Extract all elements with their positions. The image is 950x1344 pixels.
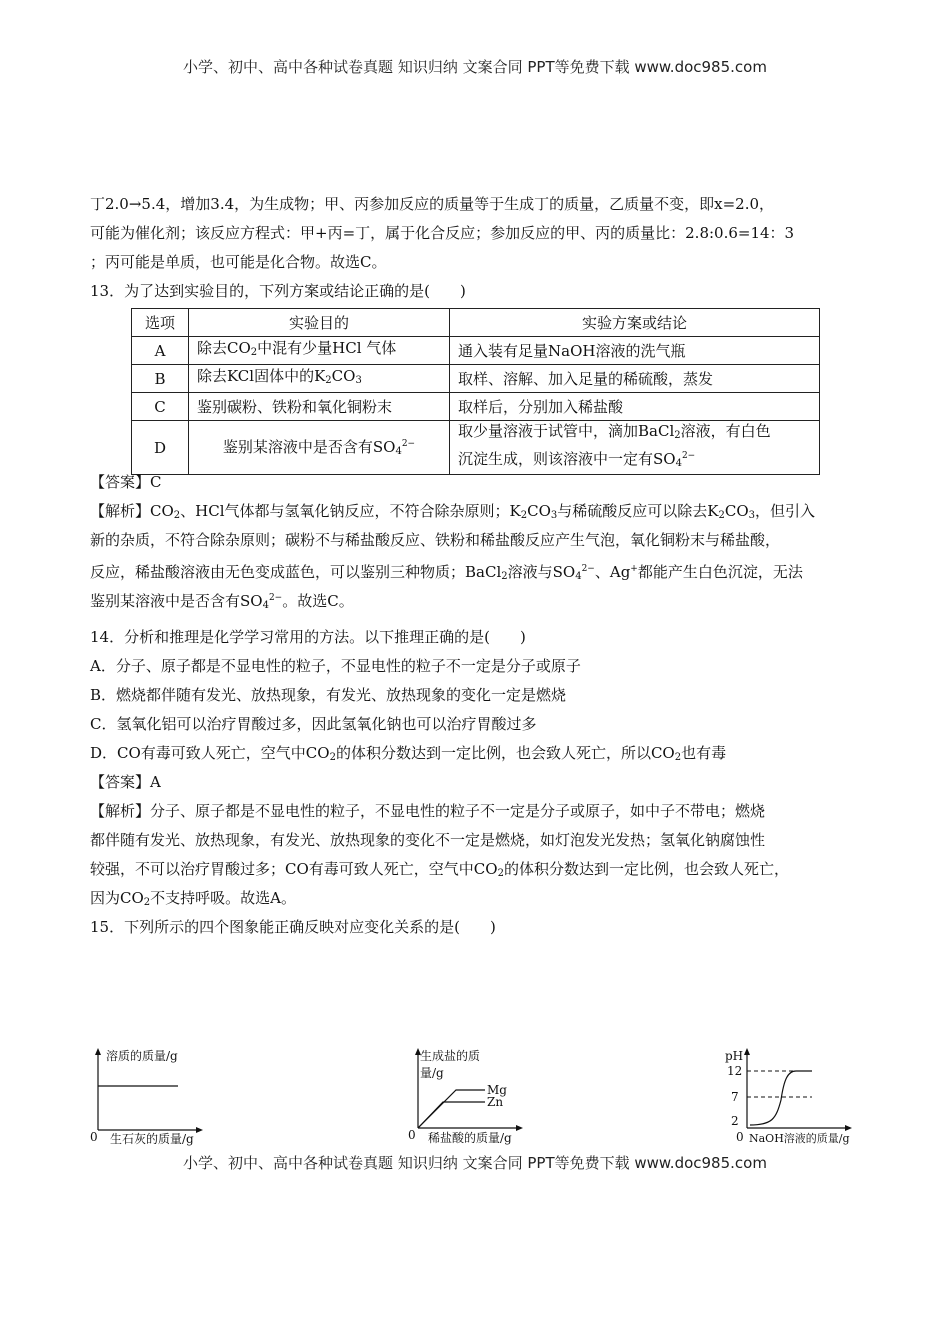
graph-1-origin: 0	[90, 1130, 98, 1144]
graph-3	[720, 1045, 865, 1145]
table-header-row	[132, 309, 820, 337]
row-a-goal: 除去$CO_2$中混有少量HCl 气体	[189, 337, 450, 365]
q14-analysis-line-1: 【解析】分子、原子都是不显电性的粒子，不显电性的粒子不一定是分子或原子，如中子不带电；燃烧	[90, 802, 766, 820]
q14-answer: 【答案】A	[90, 773, 161, 791]
q13-stem: 13．为了达到实验目的，下列方案或结论正确的是( )	[90, 282, 466, 300]
q13-analysis-line-1: 【解析】$CO_2$、HCl气体都与氢氧化钠反应，不符合除杂原则；$K_2CO_3$与稀硫酸反应可以除去$K_2CO_3$，但引入	[90, 502, 816, 521]
graph-2-legend-zn: Zn	[487, 1095, 504, 1109]
q14-analysis-line-2: 都伴随有发光、放热现象，有发光、放热现象的变化不一定是燃烧，如灯泡发光发热；氢氧化钠腐蚀性	[90, 831, 766, 849]
graph-3-origin: 0	[736, 1130, 744, 1144]
q14-option-d: D．CO有毒可致人死亡，空气中$CO_2$的体积分数达到一定比例，也会致人死亡，所以$CO_2$也有毒	[90, 744, 727, 763]
q13-answer: 【答案】C	[90, 473, 162, 491]
row-b-goal: 除去KCl固体中的$K_2CO_3$	[189, 365, 450, 393]
q14-option-b: B．燃烧都伴随有发光、放热现象，有发光、放热现象的变化一定是燃烧	[90, 686, 567, 704]
header-plan: 实验方案或结论	[450, 309, 820, 337]
graph-2-origin: 0	[408, 1128, 416, 1142]
graph-2-curve-zn	[418, 1102, 485, 1128]
q14-option-c: C．氢氧化铝可以治疗胃酸过多，因此氢氧化钠也可以治疗胃酸过多	[90, 715, 537, 733]
table-row	[132, 337, 820, 365]
graph-3-ylabel: pH	[725, 1049, 744, 1063]
row-d-plan: 取少量溶液于试管中，滴加BaCl$_2$溶液，有白色 沉淀生成，则该溶液中一定有$SO_4^{2-}$	[450, 421, 820, 475]
graph-2	[405, 1045, 545, 1145]
q14-analysis-line-4: 因为$CO_2$不支持呼吸。故选A。	[90, 889, 296, 908]
page-footer: 小学、初中、高中各种试卷真题 知识归纳 文案合同 PPT等免费下载 www.doc985.com	[183, 1154, 767, 1172]
graph-2-ylabel-2: 量/g	[420, 1066, 444, 1080]
graph-2-legend-mg: Mg	[487, 1083, 507, 1097]
q14-analysis-line-3: 较强，不可以治疗胃酸过多；CO有毒可致人死亡，空气中$CO_2$的体积分数达到一定比例，也会致人死亡，	[90, 860, 789, 879]
graph-2-xlabel: 稀盐酸的质量/g	[428, 1131, 512, 1145]
graph-1-x-arrow	[196, 1127, 203, 1133]
q12-analysis-line-2: 可能为催化剂；该反应方程式：甲+丙=丁，属于化合反应；参加反应的甲、丙的质量比：2.8:0.6=14：3	[90, 224, 795, 242]
table-row	[132, 365, 820, 393]
graph-1-ylabel: 溶质的质量/g	[106, 1049, 178, 1063]
q13-analysis-line-4: 鉴别某溶液中是否含有$SO_4^{2-}$。故选C。	[90, 592, 354, 611]
graph-2-ylabel-1: 生成盐的质	[420, 1049, 481, 1063]
graph-1	[85, 1045, 225, 1145]
table-row	[132, 421, 820, 475]
graph-1-y-arrow	[95, 1048, 101, 1055]
q13-analysis-line-3: 反应，稀盐酸溶液由无色变成蓝色，可以鉴别三种物质；BaCl$_2$溶液与$SO_4^{2-}$、Ag+都能产生白色沉淀，无法	[90, 563, 803, 582]
row-d-goal: 鉴别某溶液中是否含有$SO_4^{2-}$	[189, 421, 450, 475]
row-b-plan: 取样、溶解、加入足量的稀硫酸，蒸发	[450, 365, 820, 393]
q13-analysis-line-2: 新的杂质，不符合除杂原则；碳粉不与稀盐酸反应、铁粉和稀盐酸反应产生气泡，氧化铜粉末与稀盐酸，	[90, 531, 781, 549]
graph-2-curve-mg	[418, 1090, 485, 1128]
graph-3-y-arrow	[744, 1048, 750, 1055]
graph-2-x-arrow	[516, 1125, 523, 1131]
q14-option-a: A．分子、原子都是不显电性的粒子，不显电性的粒子不一定是分子或原子	[90, 657, 581, 675]
graph-3-ytick-7: 7	[731, 1090, 739, 1104]
table-row	[132, 393, 820, 421]
graph-3-x-arrow	[845, 1125, 852, 1131]
graph-3-ytick-2: 2	[731, 1114, 739, 1128]
row-d-option: D	[132, 421, 189, 475]
row-c-plan: 取样后，分别加入稀盐酸	[450, 393, 820, 421]
graph-3-ytick-12: 12	[727, 1064, 743, 1078]
header-goal: 实验目的	[189, 309, 450, 337]
q15-stem: 15．下列所示的四个图象能正确反映对应变化关系的是( )	[90, 918, 496, 936]
q12-analysis-line-1: 丁2.0→5.4，增加3.4，为生成物；甲、丙参加反应的质量等于生成丁的质量，乙质量不变，即x=2.0，	[90, 195, 775, 213]
graph-1-xlabel: 生石灰的质量/g	[110, 1132, 194, 1146]
row-c-option: C	[132, 393, 189, 421]
row-c-goal: 鉴别碳粉、铁粉和氧化铜粉末	[189, 393, 450, 421]
q12-analysis-line-3: ；丙可能是单质，也可能是化合物。故选C。	[90, 253, 387, 271]
graph-3-xlabel: NaOH溶液的质量/g	[749, 1132, 850, 1145]
row-a-plan: 通入装有足量NaOH溶液的洗气瓶	[450, 337, 820, 365]
q13-table	[131, 308, 820, 475]
page-header: 小学、初中、高中各种试卷真题 知识归纳 文案合同 PPT等免费下载 www.doc985.com	[183, 58, 767, 76]
row-b-option: B	[132, 365, 189, 393]
header-option: 选项	[132, 309, 189, 337]
row-a-option: A	[132, 337, 189, 365]
q14-stem: 14．分析和推理是化学学习常用的方法。以下推理正确的是( )	[90, 628, 526, 646]
graph-3-curve	[750, 1071, 812, 1125]
